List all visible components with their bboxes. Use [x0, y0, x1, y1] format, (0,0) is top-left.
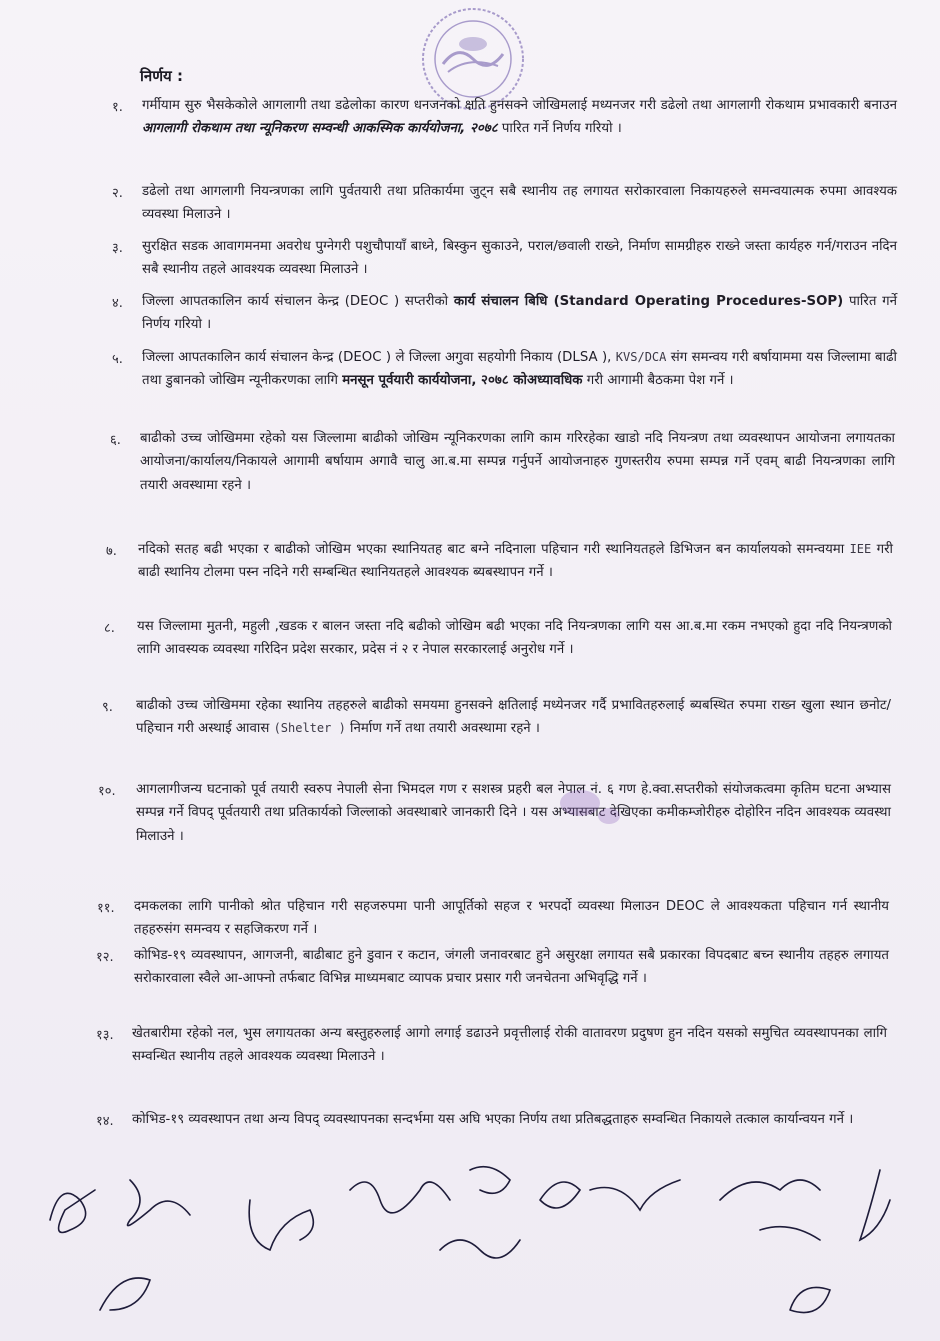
signature	[50, 1190, 95, 1233]
decision-number: ४.	[112, 296, 123, 311]
decision-number: १.	[112, 100, 123, 115]
decision-text-segment: मनसून पूर्वयारी कार्ययोजना, २०७८ कोअध्यावधिक	[342, 373, 583, 389]
decision-text-segment: जिल्ला आपतकालिन कार्य संचालन केन्द्र (DEOC ) ले जिल्ला अगुवा सहयोगी निकाय (DLSA ),	[142, 350, 616, 365]
decision-text-segment: पारित गर्ने निर्णय गरियो ।	[142, 294, 898, 333]
signature	[249, 1200, 313, 1250]
signatures-area	[0, 1140, 940, 1340]
decision-text-segment: KVS/DCA	[615, 350, 667, 364]
signature	[790, 1288, 830, 1313]
decision-text-segment: बाढीको उच्च जोखिममा रहेको यस जिल्लामा बाढीको जोखिम न्यूनिकरणका लागि काम गरिरहेका खाडो नदि नियन्त्रण तथा व्यवस्थापन आयोजना लगायतका आयोजना/कार्यालय/निकायले आगामी बर्षायाम अगावै चालु आ.ब.मा सम्पन्न गर्नुपर्ने आयोजनाहरु गुणस्तरीय रुपमा सम्पन्न गर्ने एवम् बाढी नियन्त्रणका लागि तयारी अवस्थामा रहने ।	[140, 431, 895, 493]
signature	[760, 1227, 820, 1240]
ink-smudge	[598, 808, 620, 824]
decision-text-segment: बाढीको उच्च जोखिममा रहेका स्थानिय तहहरुले बाढीको समयमा हुनसक्ने क्षतिलाई मध्येनजर गर्दै प्रभावितहरुलाई ब्यबस्थित रुपमा राख्न खुला स्थान छनोट/पहिचान गरी अस्थाई आवास	[136, 698, 891, 737]
decision-number: १४.	[96, 1114, 114, 1129]
decision-text	[142, 235, 897, 282]
decision-number: ५.	[112, 352, 123, 367]
decision-text-segment: सुरक्षित सडक आवागमनमा अवरोध पुग्नेगरी पशुचौपायाँ बाध्ने, बिस्कुन सुकाउने, पराल/छवाली राख्ने, निर्माण सामग्रीहरु राख्ने जस्ता कार्यहरु गर्न/गराउन नदिन सबै स्थानीय तहले आवश्यक व्यवस्था मिलाउने ।	[142, 239, 897, 278]
signature	[128, 1180, 191, 1226]
decision-text	[136, 694, 891, 741]
signature	[350, 1182, 450, 1213]
decision-text	[142, 180, 897, 227]
decision-text-segment: IEE	[849, 542, 872, 556]
decision-text-segment: पारित गर्ने निर्णय गरियो ।	[497, 121, 622, 137]
decision-text-segment: गरी आगामी बैठकमा पेश गर्ने ।	[582, 373, 734, 389]
decision-text-segment: यस जिल्लामा मुतनी, महुली ,खडक र बालन जस्ता नदि बढीको जोखिम बढी भएका नदि नियन्त्रणका लागि यस आ.ब.मा रकम नभएको हुदा नदि नियन्त्रणको लागि आवस्यक व्यवस्था गरिदिन प्रदेश सरकार, प्रदेस नं २ र नेपाल सरकारलाई अनुरोध गर्ने ।	[137, 619, 892, 658]
decision-text-segment: निर्माण गर्ने तथा तयारी अवस्थामा रहने ।	[345, 721, 540, 737]
decision-text-segment: कोभिड-१९ व्यवस्थापन तथा अन्य विपद् व्यवस्थापनका सन्दर्भमा यस अघि भएका निर्णय तथा प्रतिबद्धताहरु सम्वन्धित निकायले तत्काल कार्यान्वयन गर्ने ।	[132, 1112, 854, 1127]
signature	[860, 1170, 890, 1240]
signature	[470, 1167, 510, 1194]
decision-text-segment: गरी बाढी स्थानिय टोलमा पस्न नदिने गरी सम्बन्धित स्थानियतहले आवश्यक ब्यबस्थापन गर्ने ।	[138, 542, 893, 581]
decision-text-segment: डढेलो तथा आगलागी नियन्त्रणका लागि पुर्वतयारी तथा प्रतिकार्यमा जुट्न सबै स्थानीय तह लगायत सरोकारवाला निकायहरुले समन्वयात्मक रुपमा आवश्यक व्यवस्था मिलाउने ।	[142, 184, 897, 223]
decision-text	[132, 1108, 887, 1131]
ink-smudge	[560, 790, 600, 816]
decision-number: ७.	[106, 544, 117, 559]
decision-number: १०.	[98, 784, 116, 799]
decision-text	[142, 346, 897, 393]
decision-text-segment: दमकलका लागि पानीको श्रोत पहिचान गरी सहजरुपमा पानी आपूर्तिको सहज र भरपर्दो व्यवस्था मिलाउन DEOC ले आवश्यकता पहिचान गर्न स्थानीय तहहरुसंग समन्वय र सहजिकरण गर्ने ।	[134, 899, 889, 938]
decision-text	[140, 427, 895, 497]
decision-text-segment: कोभिड-१९ व्यवस्थापन, आगजनी, बाढीबाट हुने डुवान र कटान, जंगली जनावरबाट हुने असुरक्षा लगायत सबै प्रकारका विपदबाट बच्न स्थानीय तहहरु लगायत सरोकारवाला स्वैले आ-आफ्नो तर्फबाट विभिन्न माध्यमबाट व्यापक प्रचार प्रसार गरी जनचेतना अभिवृद्धि गर्ने ।	[134, 948, 889, 987]
decision-text-segment: संग समन्वय गरी बर्षायाममा यस जिल्लामा बाढी तथा डुबानको जोखिम न्यूनीकरणका लागि	[142, 350, 897, 389]
decision-number: ३.	[112, 241, 123, 256]
decision-text	[138, 538, 893, 585]
decision-text	[142, 290, 897, 337]
decision-text-segment: (Shelter )	[273, 721, 346, 736]
decision-heading: निर्णय :	[140, 67, 183, 85]
decision-text-segment: नदिको सतह बढी भएका र बाढीको जोखिम भएका स्थानियतह बाट बग्ने नदिनाला पहिचान गरी स्थानियतहले डिभिजन बन कार्यालयको समन्वयमा	[138, 542, 850, 557]
decision-number: ९.	[102, 700, 113, 715]
decision-text-segment: गर्मीयाम सुरु भैसकेकोले आगलागी तथा डढेलोका कारण धनजनको क्षति हुनसक्ने जोखिमलाई मध्यनजर गरी डढेलो तथा आगलागी रोकथाम प्रभावकारी बनाउन	[142, 98, 897, 113]
decision-text	[132, 1022, 887, 1069]
signature	[440, 1240, 520, 1258]
decision-text-segment: कार्य संचालन बिधि (Standard Operating Procedures-SOP)	[453, 294, 844, 309]
decision-text-segment: जिल्ला आपतकालिन कार्य संचालन केन्द्र (DEOC ) सप्तरीको	[142, 294, 454, 309]
decision-text	[134, 895, 889, 942]
decision-number: १२.	[96, 950, 114, 965]
signature	[540, 1182, 580, 1208]
decision-text	[137, 615, 892, 662]
decision-number: २.	[112, 186, 123, 201]
decision-number: ८.	[104, 621, 115, 636]
decision-number: ११.	[97, 901, 115, 916]
decision-text	[142, 94, 897, 141]
signature	[100, 1278, 150, 1310]
decision-text-segment: आगलागी रोकथाम तथा न्यूनिकरण सम्वन्धी आकस्मिक कार्ययोजना, २०७८	[142, 121, 498, 137]
decision-text-segment: आगलागीजन्य घटनाको पूर्व तयारी स्वरुप नेपाली सेना भिमदल गण र सशस्त्र प्रहरी बल नेपाल नं. ६ गण हे.क्वा.सप्तरीको संयोजकत्वमा कृतिम घटना अभ्यास सम्पन्न गर्ने विपद् पूर्वतयारी तथा प्रतिकार्यको जिल्लाको अवस्थाबारे जानकारी दिने । यस अभ्यासबाट देखिएका कमीकम्जोरीहरु दोहोरिन नदिन आवश्यक व्यवस्था मिलाउने ।	[136, 782, 891, 844]
decision-text	[134, 944, 889, 991]
decision-number: १३.	[96, 1028, 114, 1043]
decision-number: ६.	[110, 433, 121, 448]
decision-text	[136, 778, 891, 848]
signature	[720, 1180, 820, 1200]
decision-text-segment: खेतबारीमा रहेको नल, भुस लगायतका अन्य बस्तुहरुलाई आगो लगाई डढाउने प्रवृत्तीलाई रोकी वातावरण प्रदुषण हुन नदिन यसको समुचित व्यवस्थापनका लागि सम्वन्धित स्थानीय तहले आवश्यक व्यवस्था मिलाउने ।	[132, 1026, 887, 1065]
signature	[590, 1180, 680, 1210]
